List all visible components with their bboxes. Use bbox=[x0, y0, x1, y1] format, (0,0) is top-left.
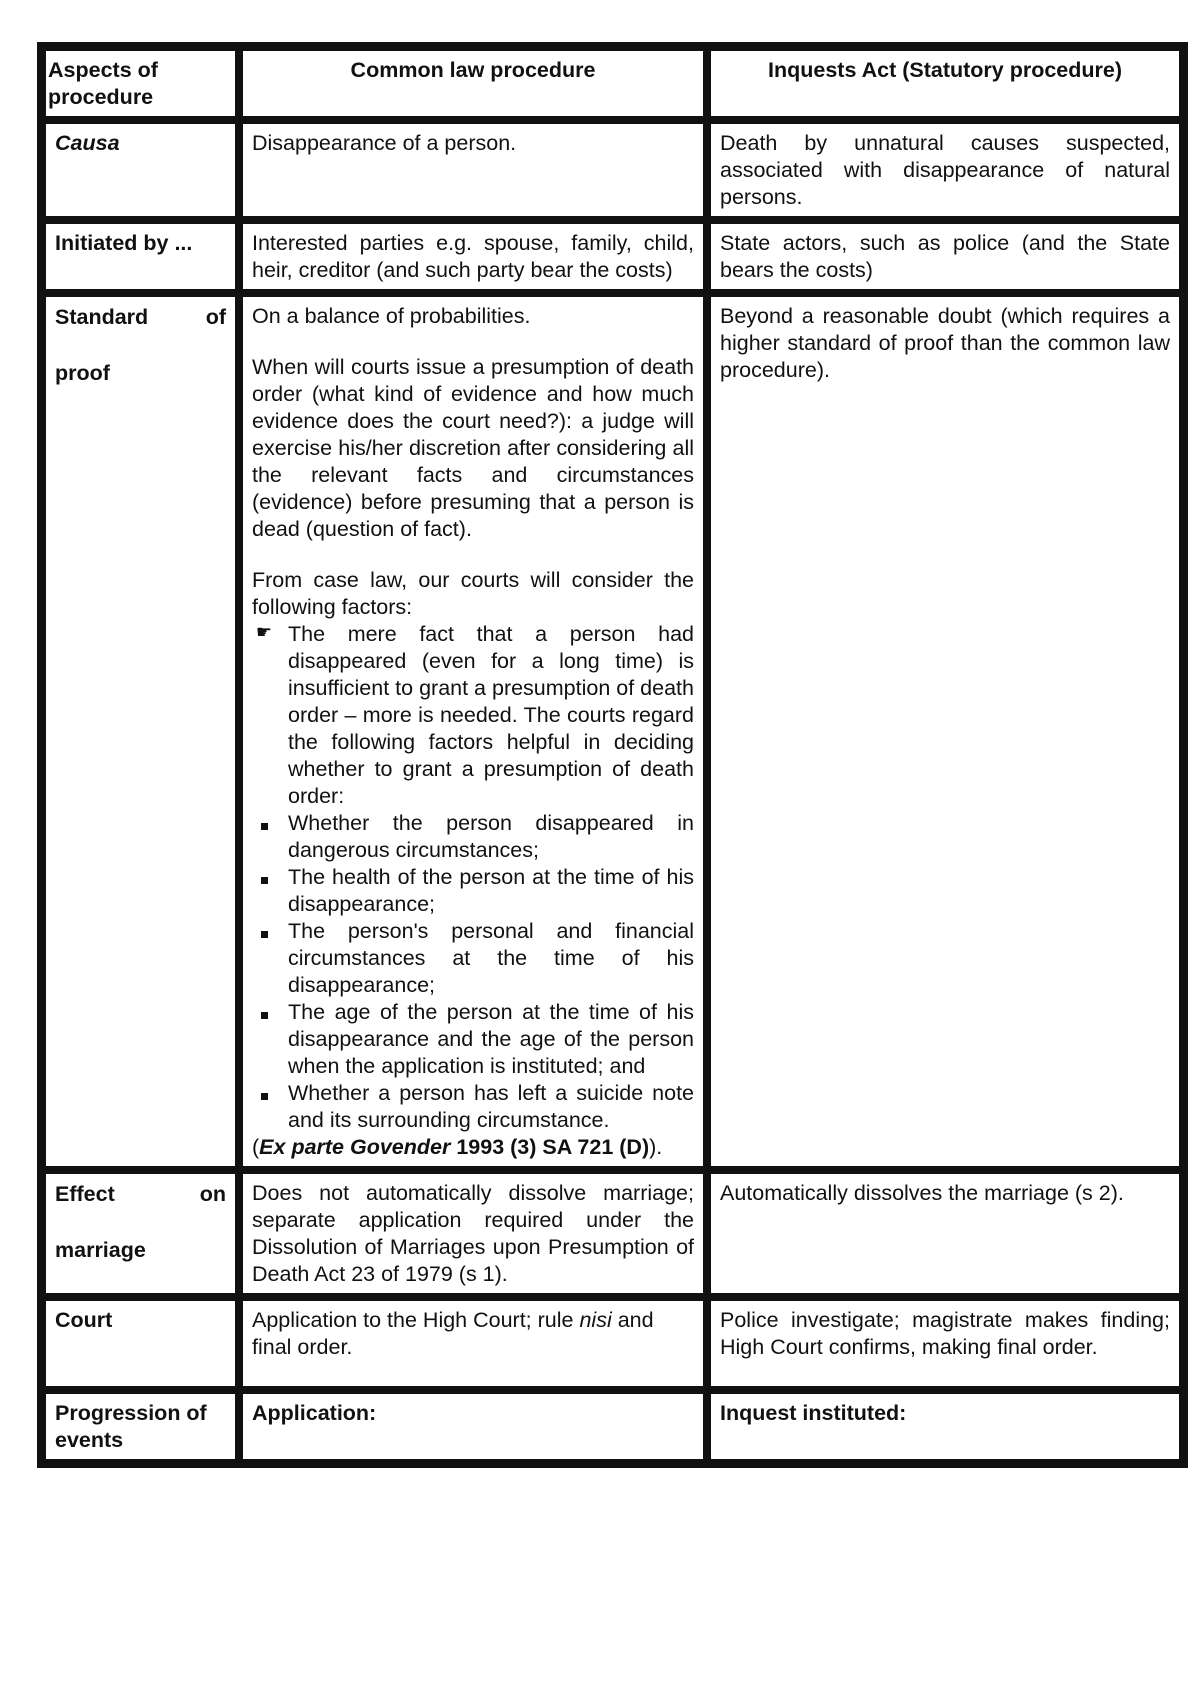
standard-common-p3: From case law, our courts will consider the following factors: bbox=[252, 568, 694, 619]
progression-common: Application: bbox=[239, 1390, 707, 1463]
row-causa bbox=[42, 120, 1183, 220]
court-common: Application to the High Court; rule nisi and final order. bbox=[239, 1297, 707, 1390]
list-item: The person's personal and financial circumstances at the time of his disappearance; bbox=[252, 918, 694, 999]
marriage-inquests: Automatically dissolves the marriage (s 2). bbox=[707, 1170, 1183, 1297]
case-name: Ex parte Govender bbox=[259, 1135, 451, 1159]
causa-common: Disappearance of a person. bbox=[239, 120, 707, 220]
header-row bbox=[42, 47, 1183, 120]
causa-inquests: Death by unnatural causes suspected, associated with disappearance of natural persons. bbox=[707, 120, 1183, 220]
square-bullet-icon bbox=[254, 918, 274, 945]
standard-common-p2: When will courts issue a presumption of death order (what kind of evidence and how much evidence does the court need?): a judge will exercise his/her discretion after considering all the relevant facts and circumstances (evidence) before presuming that a person is dead (question of fact). bbox=[252, 355, 694, 541]
rule-nisi: nisi bbox=[579, 1308, 612, 1332]
label-initiated: Initiated by ... bbox=[42, 220, 239, 293]
marriage-common: Does not automatically dissolve marriage; separate application required under the Dissolution of Marriages upon Presumption of Death Act 23 of 1979 (s 1). bbox=[239, 1170, 707, 1297]
label-effect-on-marriage bbox=[42, 1170, 239, 1297]
case-citation: (Ex parte Govender 1993 (3) SA 721 (D)). bbox=[252, 1135, 663, 1159]
label-causa: Causa bbox=[42, 120, 239, 220]
square-bullet-icon bbox=[254, 810, 274, 837]
list-item: ☛ The mere fact that a person had disappeared (even for a long time) is insufficient to grant a presumption of death order – more is needed. The courts regard the following factors helpful in deciding whether to grant a presumption of death order: bbox=[255, 622, 694, 808]
list-item: The health of the person at the time of his disappearance; bbox=[252, 864, 694, 918]
list-item: The age of the person at the time of his disappearance and the age of the person when the application is instituted; and bbox=[252, 999, 694, 1080]
pointing-hand-icon: ☛ bbox=[255, 622, 273, 642]
header-inquests-act: Inquests Act (Statutory procedure) bbox=[707, 47, 1183, 120]
row-court bbox=[42, 1297, 1183, 1390]
label-standard-line2: proof bbox=[55, 361, 110, 385]
header-aspect: Aspects of procedure bbox=[42, 47, 239, 120]
standard-common bbox=[239, 293, 707, 1170]
square-bullet-icon bbox=[254, 864, 274, 891]
row-effect-on-marriage bbox=[42, 1170, 1183, 1297]
row-progression bbox=[42, 1390, 1183, 1463]
list-item: Whether a person has left a suicide note and its surrounding circumstance. bbox=[252, 1080, 694, 1134]
court-inquests: Police investigate; magistrate makes finding; High Court confirms, making final order. bbox=[707, 1297, 1183, 1390]
initiated-inquests: State actors, such as police (and the State bears the costs) bbox=[707, 220, 1183, 293]
label-standard-of-proof bbox=[42, 293, 239, 1170]
label-marriage-line1: Effect on bbox=[55, 1182, 226, 1206]
square-bullet-icon bbox=[254, 1080, 274, 1107]
progression-inquests: Inquest instituted: bbox=[707, 1390, 1183, 1463]
case-reference: 1993 (3) SA 721 (D) bbox=[450, 1135, 650, 1159]
initiated-common: Interested parties e.g. spouse, family, child, heir, creditor (and such party bear the costs) bbox=[239, 220, 707, 293]
standard-common-p1: On a balance of probabilities. bbox=[252, 304, 531, 328]
square-bullet-icon bbox=[254, 999, 274, 1026]
factors-list bbox=[252, 621, 694, 1134]
document-page bbox=[37, 42, 1178, 1468]
header-common-law: Common law procedure bbox=[239, 47, 707, 120]
label-marriage-line2: marriage bbox=[55, 1238, 146, 1262]
standard-inquests: Beyond a reasonable doubt (which requires a higher standard of proof than the common law procedure). bbox=[707, 293, 1183, 1170]
label-standard-line1: Standard of bbox=[55, 305, 226, 329]
row-standard-of-proof bbox=[42, 293, 1183, 1170]
label-court: Court bbox=[42, 1297, 239, 1390]
list-item: Whether the person disappeared in dangerous circumstances; bbox=[252, 810, 694, 864]
comparison-table bbox=[37, 42, 1188, 1468]
label-progression: Progression of events bbox=[42, 1390, 239, 1463]
row-initiated bbox=[42, 220, 1183, 293]
